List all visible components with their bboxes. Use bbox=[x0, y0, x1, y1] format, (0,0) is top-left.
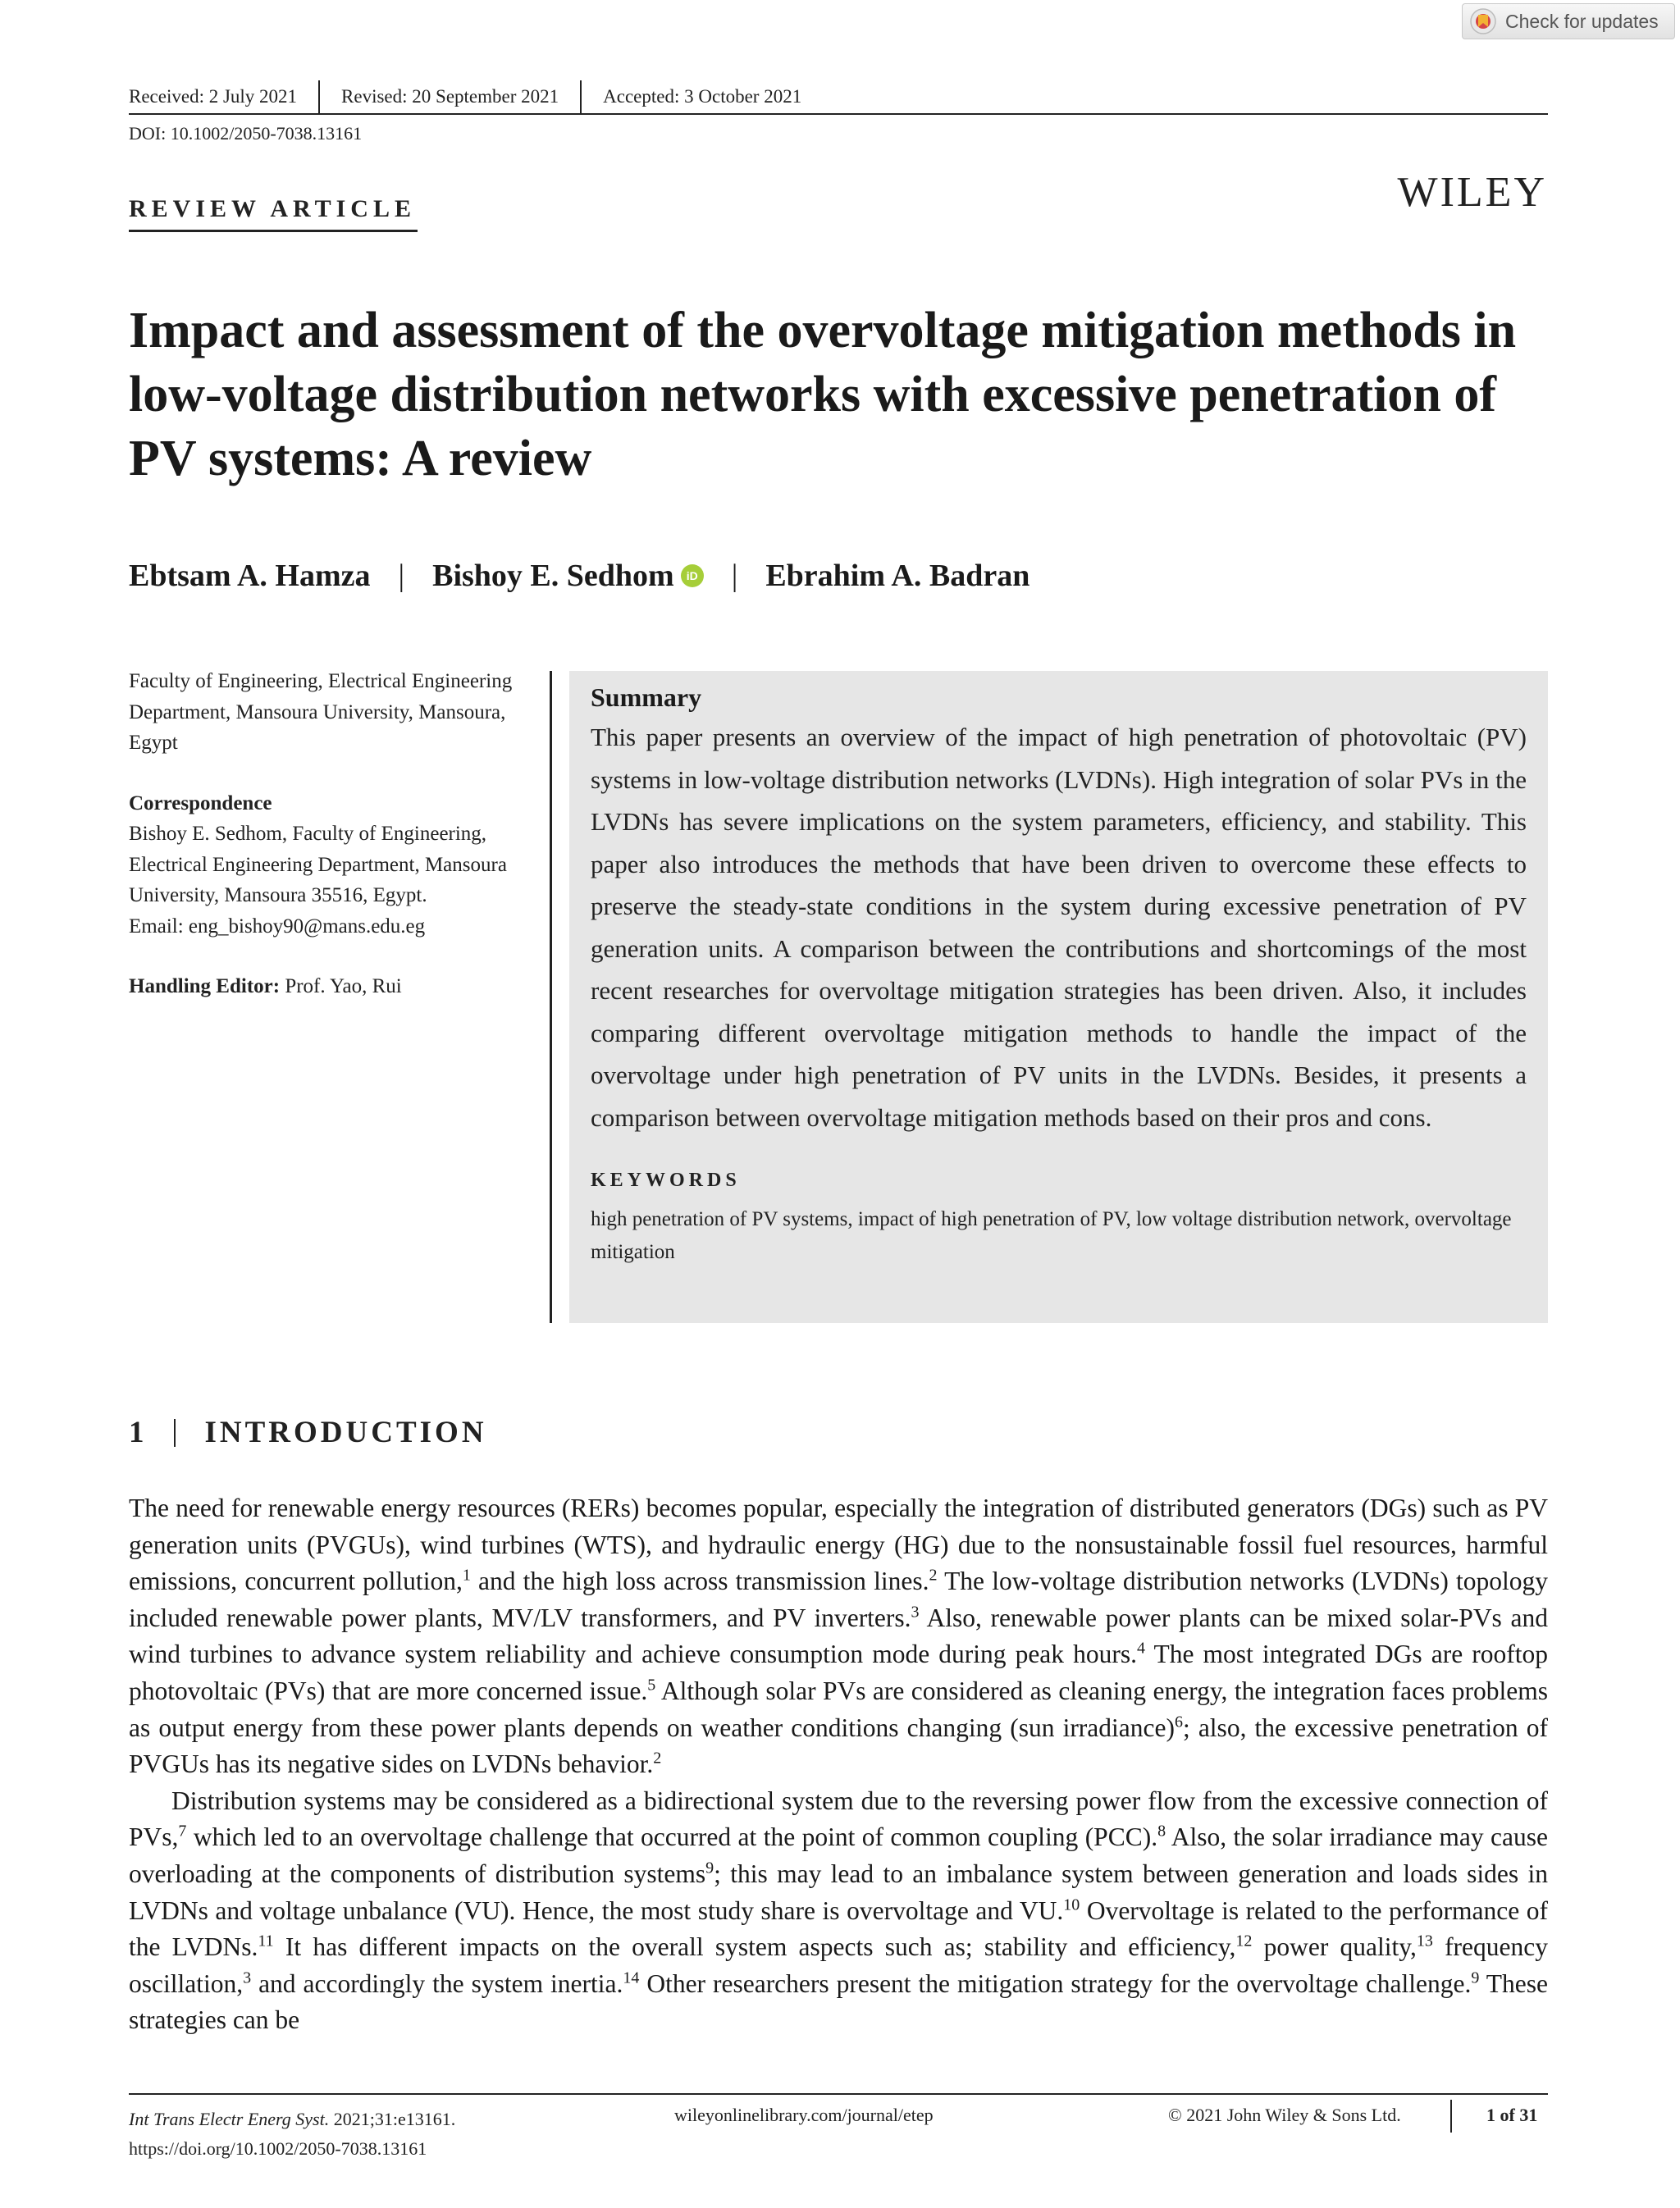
citation-reference[interactable]: 7 bbox=[178, 1822, 187, 1841]
copyright: © 2021 John Wiley & Sons Ltd. bbox=[1168, 2105, 1401, 2125]
column-divider bbox=[550, 671, 552, 1323]
paragraph-text: Although solar PVs are considered as cleaning energy, the integration faces problems as output energy from these power plants depends on weather conditions changing (sun irradiance) bbox=[129, 1676, 1548, 1742]
summary-heading: Summary bbox=[591, 682, 702, 712]
author-name[interactable]: Ebrahim A. Badran bbox=[765, 559, 1030, 593]
correspondence-email[interactable]: Email: eng_bishoy90@mans.edu.eg bbox=[129, 915, 426, 937]
divider bbox=[318, 80, 320, 113]
handling-editor-label: Handling Editor: bbox=[129, 975, 281, 997]
journal-name: Int Trans Electr Energ Syst. bbox=[129, 2109, 330, 2129]
paragraph-text: The need for renewable energy resources (RERs) becomes popular, especially the integration of distributed generators (DGs) such as PV generation units (PVGUs), wind turbines (WTS), and hydraulic energy (HG) due to the nonsustainable fossil fuel resources, harmful emissions, concurrent pollution, bbox=[129, 1494, 1548, 1596]
page-number: 1 of 31 bbox=[1486, 2105, 1538, 2125]
paragraph-text: These strategies can be bbox=[129, 1968, 1548, 2035]
check-updates-icon bbox=[1469, 7, 1497, 35]
author-info-column bbox=[129, 666, 514, 1002]
citation-reference[interactable]: 8 bbox=[1157, 1822, 1166, 1841]
section-number: 1 bbox=[129, 1416, 144, 1449]
keywords-text: high penetration of PV systems, impact of high penetration of PV, low voltage distribution network, overvoltage mitigation bbox=[591, 1208, 1512, 1263]
affiliation: Faculty of Engineering, Electrical Engineering Department, Mansoura University, Mansoura, Egypt bbox=[129, 670, 513, 754]
paragraph-text: Overvoltage is related to the performance of the LVDNs. bbox=[129, 1896, 1548, 1962]
paragraph-text: Also, renewable power plants can be mixed solar-PVs and wind turbines to advance system reliability and achieve consumption mode during peak hours. bbox=[129, 1603, 1548, 1669]
summary-text: This paper presents an overview of the impact of high penetration of photovoltaic (PV) systems in low-voltage distribution networks (LVDNs). High integration of solar PVs in the LVDNs has severe implications on the system parameters, efficiency, and stability. This paper also introduces the methods that have been driven to overcome these effects to preserve the steady-state conditions in the system during excessive penetration of PV generation units. A comparison between the contributions and shortcomings of the most recent researches for overvoltage mitigation strategies has been driven. Also, it includes comparing different overvoltage mitigation methods to handle the impact of the overvoltage under high penetration of PV units in the LVDNs. Besides, it presents a comparison between overvoltage mitigation methods based on their pros and cons. bbox=[591, 723, 1527, 1132]
doi[interactable]: DOI: 10.1002/2050-7038.13161 bbox=[129, 123, 363, 144]
footer-doi-link[interactable]: https://doi.org/10.1002/2050-7038.13161 bbox=[129, 2138, 427, 2159]
citation-reference[interactable]: 3 bbox=[911, 1603, 920, 1622]
paragraph-text: power quality, bbox=[1252, 1932, 1417, 1962]
publisher-logo: WILEY bbox=[1397, 169, 1547, 216]
article-type-underline bbox=[129, 230, 418, 232]
divider bbox=[580, 80, 582, 113]
section-divider bbox=[174, 1419, 176, 1447]
citation-reference[interactable]: 3 bbox=[243, 1968, 252, 1987]
paragraph-text: The low-voltage distribution networks (LVDNs) topology included renewable power plants, MV/LV transformers, and PV inverters. bbox=[129, 1567, 1548, 1632]
author-name[interactable]: Bishoy E. Sedhom bbox=[432, 559, 674, 593]
citation-reference[interactable]: 9 bbox=[705, 1859, 714, 1877]
footer-citation bbox=[129, 2105, 455, 2164]
citation-reference[interactable]: 6 bbox=[1174, 1713, 1183, 1731]
keywords-heading: KEYWORDS bbox=[591, 1170, 741, 1191]
paragraph-text: ; this may lead to an imbalance system between generation and loads sides in LVDNs and voltage unbalance (VU). Hence, the most study share is overvoltage and VU. bbox=[129, 1859, 1549, 1925]
revised-date: Revised: 20 September 2021 bbox=[341, 86, 559, 107]
check-updates-label: Check for updates bbox=[1505, 10, 1659, 32]
paper-title: Impact and assessment of the overvoltage mitigation methods in low-voltage distribution networks with excessive penetration of PV systems: A review bbox=[129, 303, 1517, 486]
author-name[interactable]: Ebtsam A. Hamza bbox=[129, 559, 371, 593]
article-history bbox=[129, 80, 801, 113]
paragraph-text: Distribution systems may be considered as a bidirectional system due to the reversing power flow from the excessive connection of PVs, bbox=[129, 1786, 1548, 1852]
citation-reference[interactable]: 10 bbox=[1063, 1896, 1080, 1914]
citation-reference[interactable]: 11 bbox=[258, 1932, 274, 1950]
header-rule bbox=[129, 113, 1548, 115]
citation-reference[interactable]: 1 bbox=[462, 1566, 471, 1585]
footer-rule bbox=[129, 2093, 1548, 2095]
paragraph-text: and the high loss across transmission lines. bbox=[470, 1567, 929, 1596]
citation-info: 2021;31:e13161. bbox=[329, 2109, 456, 2129]
journal-website-link[interactable]: wileyonlinelibrary.com/journal/etep bbox=[674, 2105, 934, 2125]
author-separator: | bbox=[398, 559, 405, 593]
citation-reference[interactable]: 9 bbox=[1471, 1968, 1480, 1987]
received-date: Received: 2 July 2021 bbox=[129, 86, 298, 107]
footer-divider bbox=[1450, 2100, 1452, 2133]
citation-reference[interactable]: 5 bbox=[647, 1676, 656, 1695]
paragraph-text: frequency oscillation, bbox=[129, 1932, 1548, 1998]
handling-editor-name: Prof. Yao, Rui bbox=[285, 975, 402, 997]
article-type: REVIEW ARTICLE bbox=[129, 195, 416, 222]
paragraph-text: Other researchers present the mitigation strategy for the overvoltage challenge. bbox=[639, 1968, 1472, 1998]
body-paragraph bbox=[129, 1490, 1548, 1783]
section-title: INTRODUCTION bbox=[204, 1416, 487, 1449]
correspondence-text: Bishoy E. Sedhom, Faculty of Engineering, Electrical Engineering Department, Mansoura University, Mansoura 35516, Egypt. bbox=[129, 823, 507, 906]
section-heading bbox=[129, 1415, 487, 1450]
paragraph-text: It has different impacts on the overall system aspects such as; stability and efficiency, bbox=[273, 1932, 1236, 1962]
summary-box bbox=[569, 671, 1548, 1323]
citation-reference[interactable]: 2 bbox=[653, 1749, 662, 1768]
author-separator: | bbox=[731, 559, 738, 593]
citation-reference[interactable]: 13 bbox=[1416, 1932, 1433, 1950]
body-paragraph bbox=[129, 1783, 1548, 2039]
handling-editor bbox=[129, 971, 514, 1002]
citation-reference[interactable]: 14 bbox=[623, 1968, 640, 1987]
citation-reference[interactable]: 4 bbox=[1137, 1639, 1145, 1658]
paragraph-text: Also, the solar irradiance may cause overloading at the components of distribution systems bbox=[129, 1823, 1549, 1888]
citation-reference[interactable]: 2 bbox=[929, 1566, 938, 1585]
author-list bbox=[129, 558, 1029, 594]
check-for-updates-button[interactable] bbox=[1462, 3, 1675, 39]
orcid-icon[interactable]: iD bbox=[681, 564, 704, 587]
introduction-body bbox=[129, 1490, 1548, 2039]
paragraph-text: and accordingly the system inertia. bbox=[251, 1968, 623, 1998]
paragraph-text: which led to an overvoltage challenge that occurred at the point of common coupling (PCC). bbox=[186, 1823, 1158, 1852]
citation-reference[interactable]: 12 bbox=[1235, 1932, 1253, 1950]
paragraph-text: ; also, the excessive penetration of PVGUs has its negative sides on LVDNs behavior. bbox=[129, 1713, 1548, 1779]
accepted-date: Accepted: 3 October 2021 bbox=[603, 86, 802, 107]
paragraph-text: The most integrated DGs are rooftop photovoltaic (PVs) that are more concerned issue. bbox=[129, 1640, 1548, 1705]
correspondence-heading: Correspondence bbox=[129, 792, 272, 814]
